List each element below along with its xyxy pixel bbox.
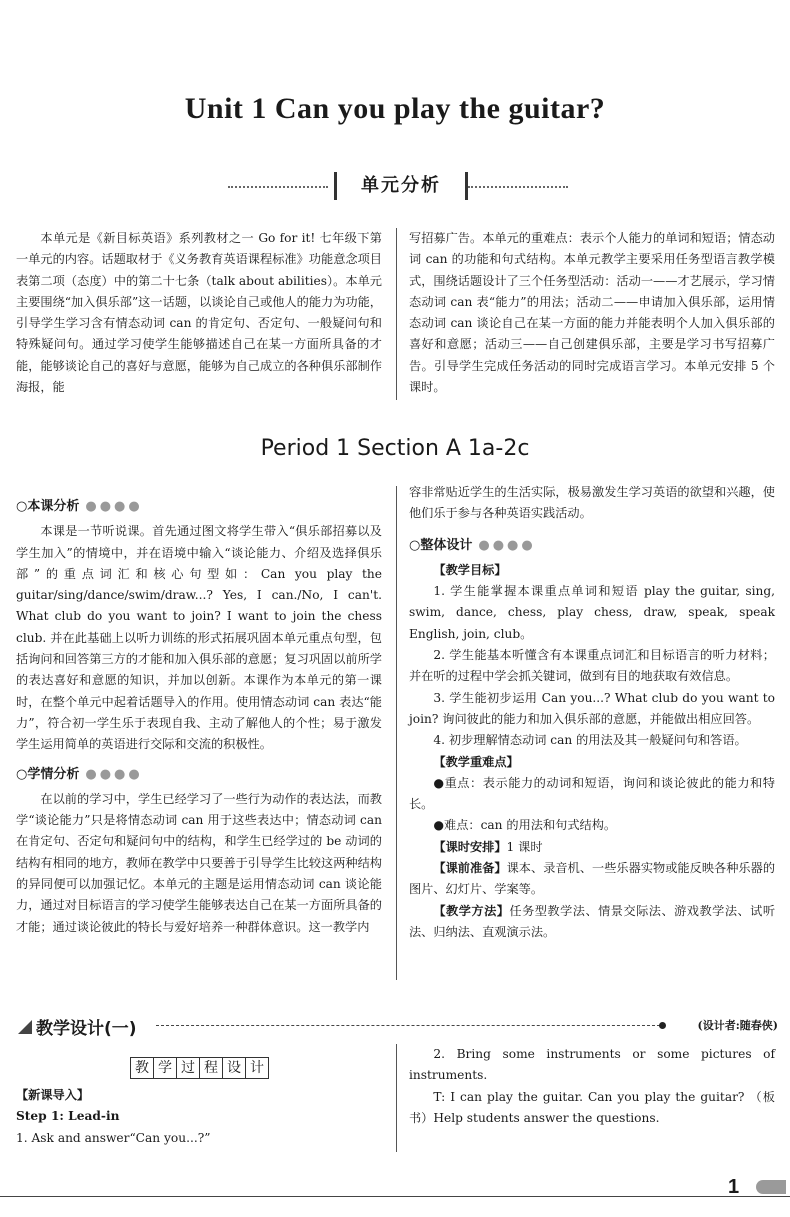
schedule-label: 【课时安排】 [433,839,507,854]
item-1: 1. Ask and answer“Can you...?” [16,1130,211,1145]
overall-design-heading: ○整体设计 ●●●● [409,537,536,553]
left-column [16,490,382,938]
goal-2: 2. 学生能基本听懂含有本课重点词汇和目标语言的听力材料；并在听的过程中学会抓关键词，做到有目的地获取有效信息。 [409,648,775,684]
bullet-dot [659,1022,666,1029]
goal-4: 4. 初步理解情态动词 can 的用法及其一般疑问句和答语。 [433,733,747,748]
prep-value: 课本、录音机、一些乐器实物或能反映各种乐器的图片、幻灯片、学案等。 [409,861,776,897]
goal-3: 3. 学生能初步运用 Can you...? What club do you want to join? 询问彼此的能力和加入俱乐部的意愿，并能做出相应回答。 [409,690,775,726]
key-point-1: ●重点：表示能力的动词和短语，询问和谈论彼此的能力和特长。 [409,775,775,812]
goal-1: 1. 学生能掌握本课重点单词和短语 play the guitar, sing, swim, dance, chess, play chess, draw, speak, speak English, join, club。 [409,584,775,641]
divider-left [228,186,328,188]
intro-label: 【新课导入】 [16,1088,90,1102]
process-char-3: 过 [176,1057,200,1079]
process-char-2: 学 [153,1057,177,1079]
method-value: 任务型教学法、情景交际法、游戏教学法、试听法、归纳法、直观演示法。 [409,903,776,939]
process-title-boxes [130,1057,268,1079]
unit-analysis-col2 [409,228,775,398]
designer-credit: (设计者:随春侠) [697,1019,778,1032]
teaching-design-bar [18,1014,778,1038]
student-analysis-heading: ○学情分析 ●●●● [16,766,143,782]
triangle-icon [18,1020,32,1034]
method-label: 【教学方法】 [433,903,510,918]
unit-analysis-col1 [16,228,382,398]
period-title: Period 1 Section A 1a-2c [260,436,530,461]
item-2-text: T: I can play the guitar. Can you play the guitar? （板书）Help students answer the questions. [409,1089,775,1125]
process-char-5: 设 [222,1057,246,1079]
unit-title: Unit 1 Can you play the guitar? [184,92,606,125]
column-divider [396,228,397,400]
lesson-analysis-text: 本课是一节听说课。首先通过图文将学生带入“俱乐部招募以及学生加入”的情境中，并在语境中输入“谈论能力、介绍及选择俱乐部”的重点词汇和核心句型如：Can you play the guitar/sing/dance/swim/draw...? Yes, I can./No, I can't. What club do you want to join? I want to join the chess club. 并在此基础上以听力训练的形式拓展巩固本单元重点句型，包括询问和回答第三方的才能和加入俱乐部的意愿；复习巩固以前所学的表达喜好和意愿的知识，并加以创新。本课作为本单元的第一课时，在整个单元中起着话题导入的作用。使用情态动词 can 表达“能力”，符合初一学生乐于表现自我、主动了解他人的个性；易于激发学生运用简单的英语进行交际和交流的积极性。 [16,524,382,752]
page-number: 1 [728,1176,740,1198]
page-tab [756,1180,786,1194]
divider-right [468,186,568,188]
process-char-6: 计 [245,1057,269,1079]
student-analysis-cont: 容非常贴近学生的生活实际，极易激发生学习英语的欲望和兴趣，使他们乐于参与各种英语实践活动。 [409,485,775,521]
prep-line [409,858,775,901]
process-char-1: 教 [130,1057,154,1079]
goals-label: 【教学目标】 [433,562,507,577]
teaching-right [409,1044,775,1129]
column-divider-2 [396,486,397,980]
unit-analysis-header [228,172,568,202]
item-2: 2. Bring some instruments or some pictures of instruments. [409,1047,775,1083]
dashed-rule [156,1025,660,1026]
schedule-value: 1 课时 [506,839,543,854]
process-char-4: 程 [199,1057,223,1079]
lesson-analysis-heading: ○本课分析 ●●●● [16,499,143,514]
schedule-line [409,837,775,858]
footer-rule [0,1196,790,1197]
prep-label: 【课前准备】 [433,861,507,876]
key-point-2: ●难点：can 的用法和句式结构。 [433,818,617,833]
method-line [409,901,775,944]
column-divider-3 [396,1044,397,1152]
teaching-design-heading: 教学设计(一) [36,1019,137,1039]
step-1: Step 1: Lead-in [16,1109,120,1124]
key-points-label: 【教学重难点】 [433,754,519,769]
unit-analysis-text-1: 本单元是《新目标英语》系列教材之一 Go for it! 七年级下第一单元的内容。话题取材于《义务教育英语课程标准》功能意念项目表第二项（态度）中的第二十七条（talk about abilities）。本单元主要围绕“加入俱乐部”这一话题，以谈论自己或他人的能力为功能，引导学生学习含有情态动词 can 的肯定句、否定句、一般疑问句和特殊疑问句。通过学习使学生能够描述自己在某一方面所具备的才能，能够谈论自己的喜好与意愿，能够为自己成立的各种俱乐部制作海报，能 [16,231,382,395]
unit-analysis-text-2: 写招募广告。本单元的重难点：表示个人能力的单词和短语；情态动词 can 的功能和句式结构。本单元教学主要采用任务型语言教学模式，围绕话题设计了三个任务型活动：活动一——才艺展示，学习情态动词 can 表“能力”的用法；活动二——申请加入俱乐部，运用情态动词 can 谈论自己在某一方面的能力并能表明个人加入俱乐部的喜好和意愿；活动三——自己创建俱乐部，主要是学习书写招募广告。引导学生完成任务活动的同时完成语言学习。本单元安排 5 个课时。 [409,231,775,395]
student-analysis-text: 在以前的学习中，学生已经学习了一些行为动作的表达法，而教学“谈论能力”只是将情态动词 can 用于这些表达中；情态动词 can 在肯定句、否定句和疑问句中的结构，和学生已经学过的 be 动词的结构有相同的地方，教师在教学中只要善于引导学生比较这两种结构的异同便可以加强记忆。本单元的主题是运用情态动词 can 谈论能力，通过对目标语言的学习使学生能够表达自己在某一方面所具备的才能；通过谈论彼此的特长与爱好培养一种群体意识。这一教学内 [16,791,382,934]
unit-analysis-heading: 单元分析 [334,172,468,200]
right-column [409,482,775,943]
teaching-left [16,1085,382,1149]
